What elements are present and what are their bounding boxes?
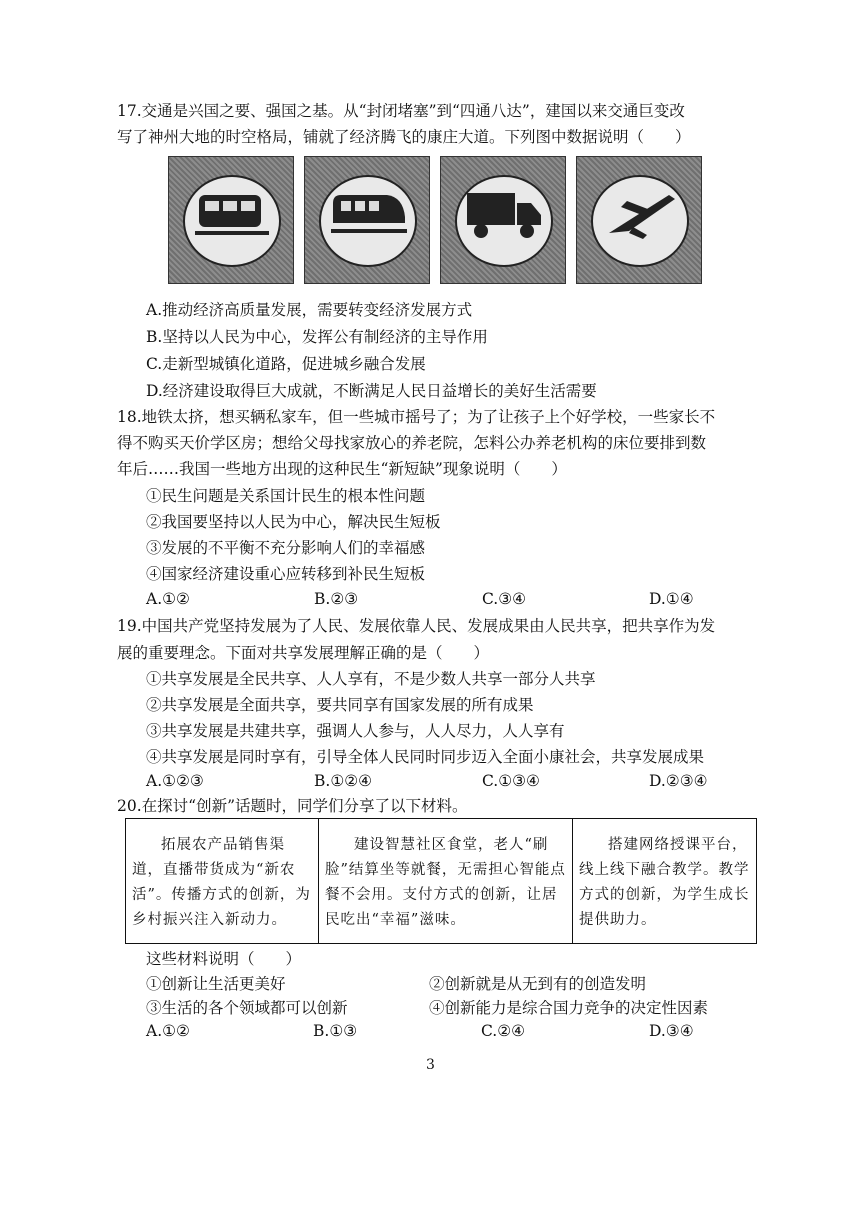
q19-item-3: ③共享发展是共建共享，强调人人参与，人人尽力，人人享有 <box>146 722 565 740</box>
q19-choice-b: B.①②④ <box>314 772 373 790</box>
q17-option-d: D.经济建设取得巨大成就，不断满足人民日益增长的美好生活需要 <box>146 382 597 400</box>
material-cell-2: 建设智慧社区食堂，老人“刷脸”结算坐等就餐，无需担心智能点餐不会用。支付方式的创新，让居民吃出“幸福”滋味。 <box>319 819 573 943</box>
q19-item-1: ①共享发展是全民共享、人人享有，不是少数人共享一部分人共享 <box>146 670 596 688</box>
page-number: 3 <box>426 1057 435 1073</box>
q19-choice-c: C.①③④ <box>482 772 540 790</box>
airplane-image <box>576 156 702 284</box>
q20-item-2: ②创新就是从无到有的创造发明 <box>429 975 647 993</box>
truck-image <box>440 156 566 284</box>
q19-choice-d: D.②③④ <box>649 772 708 790</box>
q18-stem-line3: 年后……我国一些地方出现的这种民生“新短缺”现象说明（ ） <box>117 460 567 478</box>
q19-stem-line1: 19.中国共产党坚持发展为了人民、发展依靠人民、发展成果由人民共享，把共享作为发 <box>117 617 716 635</box>
q20-prompt: 这些材料说明（ ） <box>146 950 302 968</box>
truck-icon <box>463 187 545 243</box>
q18-item-1: ①民生问题是关系国计民生的根本性问题 <box>146 487 426 505</box>
q17-stem-line2: 写了神州大地的时空格局，铺就了经济腾飞的康庄大道。下列图中数据说明（ ） <box>117 128 691 146</box>
q20-item-3: ③生活的各个领域都可以创新 <box>146 999 348 1017</box>
train-image <box>168 156 294 284</box>
high-speed-rail-image <box>304 156 430 284</box>
q20-choice-b: B.①③ <box>313 1022 358 1040</box>
material-cell-3: 搭建网络授课平台，线上线下融合教学。教学方式的创新，为学生成长提供助力。 <box>579 837 750 928</box>
q18-item-2: ②我国要坚持以人民为中心，解决民生短板 <box>146 513 441 531</box>
q17-option-c: C.走新型城镇化道路，促进城乡融合发展 <box>146 355 426 373</box>
train-icon <box>191 187 273 243</box>
q18-choice-b: B.②③ <box>314 590 359 608</box>
q17-images <box>168 156 701 284</box>
q18-stem-line1: 18.地铁太挤，想买辆私家车，但一些城市摇号了；为了让孩子上个好学校，一些家长不 <box>117 408 716 426</box>
q18-choice-c: C.③④ <box>482 590 527 608</box>
q18-stem-line2: 得不购买天价学区房；想给父母找家放心的养老院，怎料公办养老机构的床位要排到数 <box>117 434 707 452</box>
q18-choice-a: A.①② <box>146 590 190 608</box>
q17-option-a: A.推动经济高质量发展，需要转变经济发展方式 <box>146 301 473 319</box>
q19-item-4: ④共享发展是同时享有，引导全体人民同时同步迈入全面小康社会，共享发展成果 <box>146 748 705 766</box>
airplane-icon <box>599 187 681 243</box>
q20-stem: 20.在探讨“创新”话题时，同学们分享了以下材料。 <box>117 797 468 815</box>
q17-option-b: B.坚持以人民为中心，发挥公有制经济的主导作用 <box>146 328 488 346</box>
q20-item-1: ①创新让生活更美好 <box>146 975 286 993</box>
q20-choice-c: C.②④ <box>481 1022 526 1040</box>
high-speed-rail-icon <box>327 187 409 243</box>
q20-materials-table <box>125 818 757 944</box>
material-cell-1: 拓展农产品销售渠道，直播带货成为“新农活”。传播方式的创新，为乡村振兴注入新动力。 <box>126 819 319 943</box>
q19-stem-line2: 展的重要理念。下面对共享发展理解正确的是（ ） <box>117 644 490 662</box>
q20-choice-a: A.①② <box>146 1022 190 1040</box>
q18-item-3: ③发展的不平衡不充分影响人们的幸福感 <box>146 539 426 557</box>
q19-choice-a: A.①②③ <box>146 772 204 790</box>
q19-item-2: ②共享发展是全面共享，要共同享有国家发展的所有成果 <box>146 696 534 714</box>
q17-stem-line1: 17.交通是兴国之要、强国之基。从“封闭堵塞”到“四通八达”，建国以来交通巨变改 <box>117 102 685 120</box>
q18-item-4: ④国家经济建设重心应转移到补民生短板 <box>146 565 426 583</box>
q18-choice-d: D.①④ <box>649 590 694 608</box>
q20-item-4: ④创新能力是综合国力竞争的决定性因素 <box>429 999 709 1017</box>
q20-choice-d: D.③④ <box>649 1022 694 1040</box>
